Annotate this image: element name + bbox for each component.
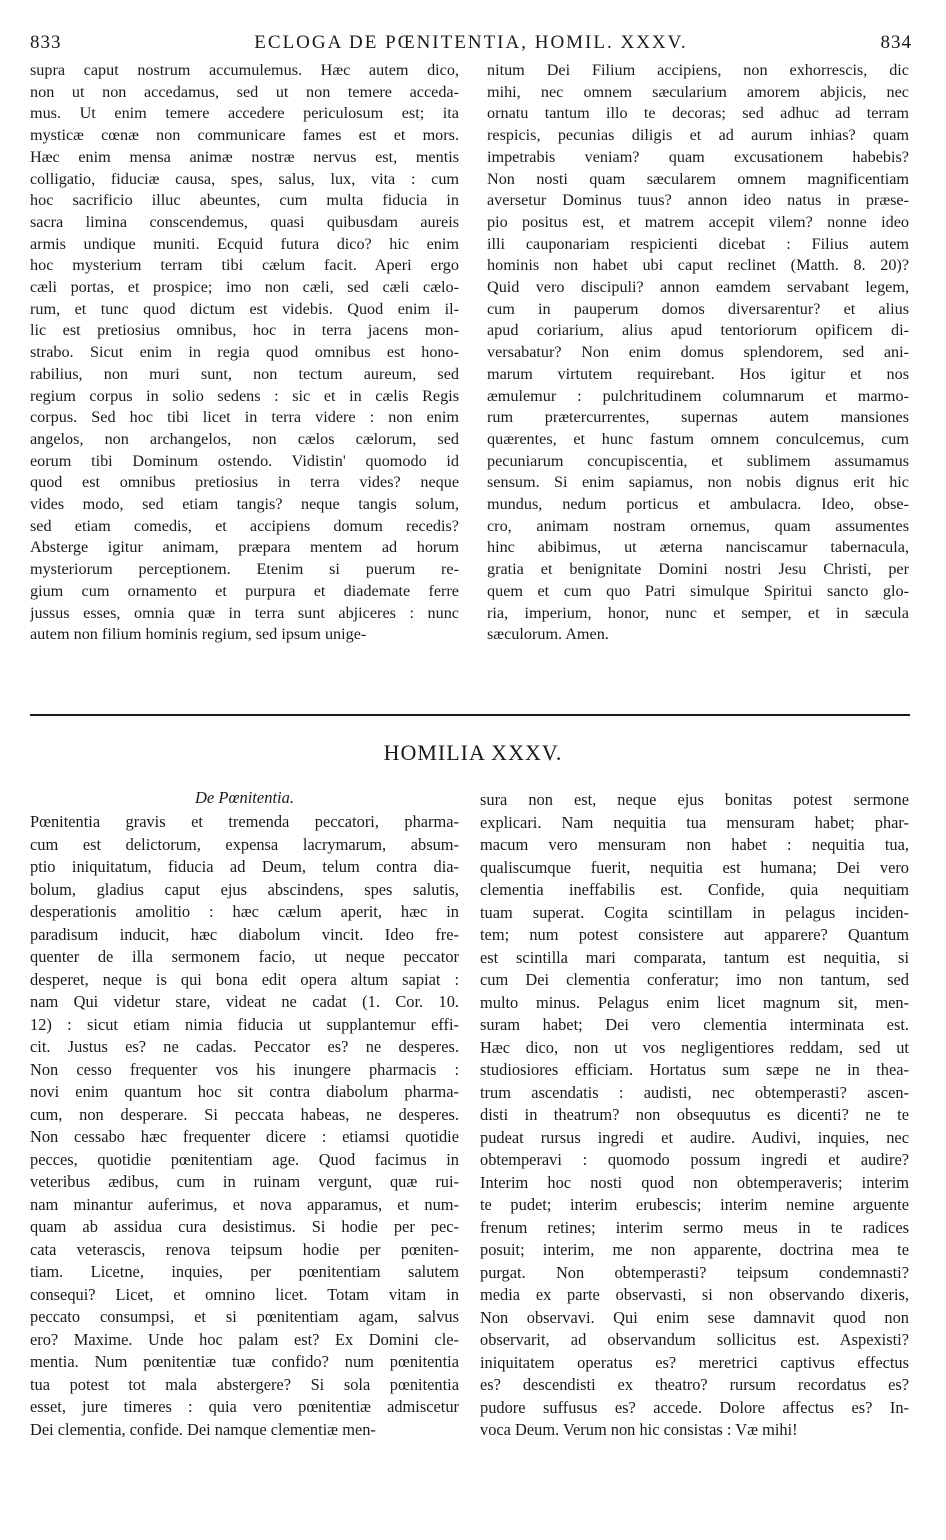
text-line: hinc abibimus, ut æterna nanciscamur tabernacula,: [487, 538, 909, 557]
text-line: sura non est, neque ejus bonitas potest sermone: [480, 790, 909, 809]
text-line: ptio iniquitatum, fiducia ad Deum, telum contra dia-: [30, 857, 459, 876]
text-line: hoc sacrificio illuc abeuntes, cum multa fiducia in: [30, 191, 459, 210]
text-line: tem; num potest consistere aut apparere? Quantum: [480, 925, 909, 944]
text-line: ornatu tantum illo te decoras; sed adhuc ad terram: [487, 104, 909, 123]
text-line: Non cesso frequenter vos his inungere pharmacis :: [30, 1059, 459, 1079]
text-line: marum virtutem requirebant. Hos igitur et nos: [487, 364, 909, 383]
text-line: vides modo, sed etiam tangis? neque tangis solum,: [30, 495, 459, 514]
homily-subtitle: De Pœnitentia.: [195, 788, 294, 807]
text-line: consequi? Licet, et omnino licet. Totam vitam in: [30, 1284, 459, 1304]
running-title: ECLOGA DE PŒNITENTIA, HOMIL. XXXV.: [254, 32, 688, 53]
text-line: mus. Ut enim temere accedere periculosum est; ita: [30, 104, 459, 123]
text-line: quam ab assidua cura desistimus. Si hodie per pec-: [30, 1217, 459, 1236]
text-line: posuit; interim, me non apparente, doctrina mea te: [480, 1240, 909, 1259]
text-line: clementia ineffabilis est. Confide, quia nequitiam: [480, 880, 909, 899]
top-left-column: [30, 60, 459, 646]
text-line: es? descendisti ex theatro? rursum recordatus es?: [480, 1375, 909, 1394]
top-right-column: [487, 60, 909, 646]
text-line: 12) : sicut etiam nimia fiducia ut supplantemur effi-: [30, 1014, 459, 1034]
text-line: Interim hoc nosti quod non obtemperaveris; interim: [480, 1172, 909, 1192]
text-line: est scintilla mari comparata, tantum est nequitia, si: [480, 947, 909, 967]
text-line: suram habet; Dei vero clementia interminata est.: [480, 1015, 909, 1034]
text-line: sed etiam comedis, et accipiens domum recedis?: [30, 516, 459, 535]
text-line: cum in pauperum domos diversarentur? et alius: [487, 299, 909, 318]
text-line: trum ascendatis : audisti, nec obtemperasti? ascen-: [480, 1082, 909, 1102]
text-line: media ex parte observasti, si non observando dixeris,: [480, 1285, 909, 1304]
text-line: pudeat rursus ingredi et audire. Audivi, inquies, nec: [480, 1127, 909, 1147]
text-line: nam Qui videtur stare, videat ne cadat (1. Cor. 10.: [30, 992, 459, 1011]
page-number-left: 833: [30, 32, 62, 53]
text-line: nitum Dei Filium accipiens, non exhorrescis, dic: [487, 61, 909, 79]
page-number-right: 834: [880, 32, 912, 53]
text-line: mundus, nedum porticus et ambulacra. Ideo, obse-: [487, 495, 909, 514]
text-line: Non cessabo hæc frequenter dicere : etiamsi quotidie: [30, 1127, 459, 1146]
text-line: hominis non habet ubi caput reclinet (Matth. 8. 20)?: [487, 256, 909, 275]
text-line: veteribus ædibus, cum in ruinam vergunt, quæ rui-: [30, 1172, 459, 1191]
text-line: paradisum inducit, hæc diabolum vincit. Ideo fre-: [30, 924, 459, 944]
text-line: esset, jure timeres : quia vero pœnitentiæ admiscetur: [30, 1397, 459, 1416]
running-header: [30, 32, 912, 56]
text-line: angelos, non archangelos, non cælos cælorum, sed: [30, 429, 459, 448]
text-line: pio positus est, et matrem accepit vilem? nonne ideo: [487, 212, 909, 231]
text-line: bolum, gladius caput ejus abscindens, spes salutis,: [30, 879, 459, 899]
section-divider: [30, 714, 910, 716]
text-line: voca Deum. Verum non hic consistas : Væ mihi!: [480, 1420, 798, 1439]
text-line: tua potest tot mala abstergere? Si sola pœnitentia: [30, 1374, 459, 1394]
homily-title: HOMILIA XXXV.: [383, 740, 563, 765]
text-line: Dei clementia, confide. Dei namque clementiæ men-: [30, 1419, 376, 1439]
text-line: mentia. Num pœnitentiæ tuæ confido? num pœnitentia: [30, 1352, 459, 1371]
text-line: æmulemur : pulchritudinem columnarum et marmo-: [487, 386, 909, 405]
text-line: cata veterascis, renova teipsum hodie per pœniten-: [30, 1239, 459, 1259]
text-line: jussus esses, omnia quæ in terra sunt abjiceres : nunc: [30, 603, 459, 622]
text-line: quenter de illa sermonem facio, ut neque peccator: [30, 947, 459, 966]
text-line: gratia et benignitate Domini nostri Jesu Christi, per: [487, 560, 909, 579]
text-line: Hæc dico, non ut vos negligentiores reddam, sed ut: [480, 1037, 909, 1057]
text-line: rabilius, non muri sunt, non tectum aureum, sed: [30, 364, 459, 383]
text-line: illi cauponariam respicienti dicebat : Filius autem: [487, 234, 909, 253]
text-line: quem et cum quo Patri simulque Spiritui sancto glo-: [487, 581, 909, 600]
text-line: mysticæ cœnæ non communicare fames est et mors.: [30, 126, 459, 145]
text-line: macum vero mensuram non habet : nequitia tua,: [480, 835, 909, 854]
text-line: colligatio, fiduciæ causa, spes, salus, lux, vita : cum: [30, 169, 459, 188]
text-line: te pudet; interim erubescis; interim nemine arguente: [480, 1195, 909, 1214]
text-line: novi enim quantum hoc sit contra diabolum pharma-: [30, 1082, 459, 1101]
text-line: Hæc enim mensa animæ nostræ nervus est, mentis: [30, 147, 459, 166]
text-line: cæli portas, et prospice; imo non cæli, sed cæli cælo-: [30, 278, 459, 297]
text-line: studiosiores efficiam. Hortatus sum sæpe ne in thea-: [480, 1060, 909, 1079]
text-line: sæculorum. Amen.: [487, 625, 609, 644]
text-line: obtemperavi : quomodo possum ingredi et audire?: [480, 1150, 909, 1169]
text-line: gium cum ornamento et purpura et diademate ferre: [30, 581, 459, 600]
text-line: quærentes, et hunc fastum omnem conculcemus, cum: [487, 429, 909, 448]
text-line: iniquitatem operatus es? meretrici captivus effectus: [480, 1352, 909, 1372]
text-line: ria, imperium, honor, nunc et semper, et in sæcula: [487, 603, 909, 622]
text-line: supra caput nostrum accumulemus. Hæc autem dico,: [30, 61, 459, 79]
text-line: frenum retines; interim sermo meus in te radices: [480, 1217, 909, 1237]
text-line: versabatur? Non enim domus splendorem, sed ani-: [487, 343, 909, 362]
text-line: Non nosti quam sæcularem omnem magnificentiam: [487, 169, 909, 188]
text-line: Absterge igitur animam, præpara mentem ad horum: [30, 538, 459, 557]
text-line: explicari. Nam nequitia tua mensuram habet; phar-: [480, 812, 909, 832]
text-line: mysteriorum perceptionem. Etenim si puerum re-: [30, 560, 459, 579]
text-line: mihi, nec omnem sæcularium amorem abjicis, nec: [487, 82, 909, 101]
text-line: tiam. Licetne, inquies, per pœnitentiam salutem: [30, 1262, 459, 1281]
text-line: pecuniarum concupiscentia, et sublimem assumamus: [487, 451, 909, 470]
text-line: pudore suffusus es? accede. Dolore affectus es? In-: [480, 1397, 909, 1417]
text-line: purgat. Non obtemperasti? teipsum condemnasti?: [480, 1262, 909, 1282]
text-line: qualiscumque fuerit, nequitia est humana; Dei vero: [480, 857, 909, 877]
text-line: observarit, ad observandum sollicitus est. Aspexisti?: [480, 1330, 909, 1349]
text-line: regium corpus in solio sedens : sic et in cælis Regis: [30, 386, 459, 405]
text-line: multo minus. Pelagus enim licet magnum sit, men-: [480, 992, 909, 1012]
text-line: cit. Justus es? ne cadas. Peccator es? ne desperes.: [30, 1037, 459, 1056]
text-line: autem non filium hominis regium, sed ipsum unige-: [30, 625, 367, 644]
text-line: strabo. Sicut enim in regia quod omnibus est hono-: [30, 343, 459, 362]
text-line: desperet, neque is qui bona edit opera altum sapiat :: [30, 969, 459, 989]
text-line: disti in theatrum? non obsequutus es dicenti? ne te: [480, 1105, 909, 1124]
text-line: eorum tibi Dominum ostendo. Vidistin' quomodo id: [30, 451, 459, 470]
text-line: corpus. Sed hoc tibi licet in terra videre : non enim: [30, 408, 459, 427]
text-line: Non observavi. Qui enim sese damnavit quod non: [480, 1307, 909, 1327]
text-line: sacra limina conscendemus, quasi quibusdam aureis: [30, 212, 459, 231]
text-line: nam minantur auferimus, et nova apparamus, et num-: [30, 1194, 459, 1214]
text-line: hoc mysterium terram tibi cælum facit. Aperi ergo: [30, 256, 459, 275]
bottom-left-column: [30, 811, 459, 1441]
text-line: tuam superat. Cogita scintillam in pelagus inciden-: [480, 902, 909, 922]
text-line: non ut non accedamus, sed ut non temere acceda-: [30, 82, 459, 101]
text-line: rum prætercurrentes, supernas autem mansiones: [487, 408, 909, 427]
text-line: lic est pretiosius omnibus, hoc in terra jacens mon-: [30, 321, 459, 340]
text-line: cro, animam nostram ornemus, quam assumentes: [487, 516, 909, 535]
text-line: sensum. Si enim sapiamus, non nobis dignus erit hic: [487, 473, 909, 492]
text-line: quod est omnibus pretiosius in terra vides? neque: [30, 473, 459, 492]
text-line: rum, et tunc quod dictum est videbis. Quod enim il-: [30, 299, 459, 318]
bottom-right-column: [480, 789, 909, 1442]
text-line: cum est delictorum, expensa lacrymarum, absum-: [30, 834, 459, 854]
text-line: peccato consumpsi, et si pœnitentiam agam, salvus: [30, 1307, 459, 1326]
text-line: impetrabis veniam? quam excusationem habebis?: [487, 147, 909, 166]
text-line: desperationis amolitio : hæc cælum aperit, hæc in: [30, 902, 459, 921]
text-line: aversetur Dominus tuus? annon ideo natus in præse-: [487, 191, 909, 210]
text-line: Pœnitentia gravis et tremenda peccatori, pharma-: [30, 812, 459, 831]
text-line: ero? Maxime. Unde hoc palam est? Ex Domini cle-: [30, 1329, 459, 1349]
text-line: cum Dei clementia conferatur; imo non tantum, sed: [480, 970, 909, 989]
text-line: Quid vero discipuli? annon eamdem servabant legem,: [487, 278, 909, 297]
text-line: cum, non desperare. Si peccata habeas, ne desperes.: [30, 1104, 459, 1124]
text-line: armis undique muniti. Ecquid futura dico? hic enim: [30, 234, 459, 253]
text-line: apud coriarium, alius apud tentoriorum opificem di-: [487, 321, 909, 340]
text-line: respicis, pecunias diligis et ad aurum inhias? quam: [487, 126, 909, 145]
text-line: pecces, quotidie pœnitentiam age. Quod facimus in: [30, 1149, 459, 1169]
